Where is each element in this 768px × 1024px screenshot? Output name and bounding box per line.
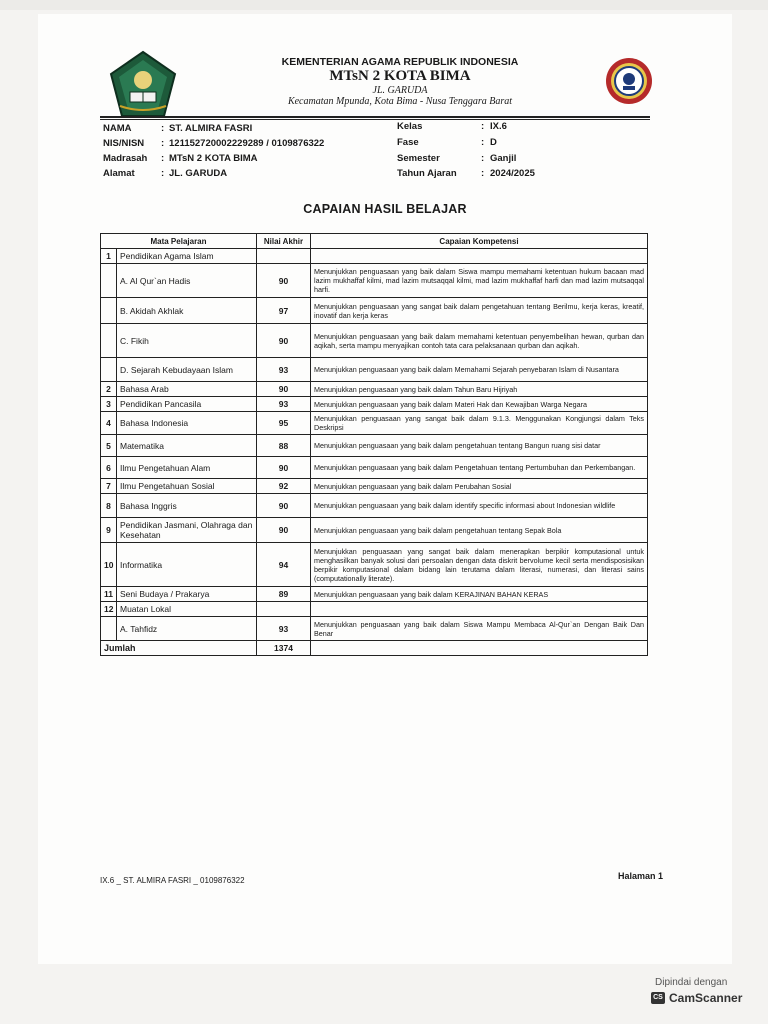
footer-student-id: IX.6 _ ST. ALMIRA FASRI _ 0109876322 (100, 876, 245, 885)
student-madrasah: MTsN 2 KOTA BIMA (169, 153, 258, 164)
final-score: 89 (257, 587, 311, 602)
header-rule-thick (100, 116, 650, 118)
competence-description: Menunjukkan penguasaan yang baik dalam Materi Hak dan Kewajiban Warga Negara (311, 397, 648, 412)
competence-description: Menunjukkan penguasaan yang baik dalam Memahami Sejarah penyebaran Islam di Nusantara (311, 358, 648, 382)
subject-name: A. Tahfidz (117, 617, 257, 641)
subject-name: Matematika (117, 435, 257, 457)
table-row (101, 457, 648, 479)
competence-description: Menunjukkan penguasaan yang baik dalam Pengetahuan tentang Pertumbuhan dan Perkembangan. (311, 457, 648, 479)
row-number: 6 (101, 457, 117, 479)
row-number: 1 (101, 249, 117, 264)
table-row (101, 249, 648, 264)
subject-name: C. Fikih (117, 324, 257, 358)
nisn-label: NIS/NISN (103, 138, 145, 149)
phase-label: Fase (397, 137, 419, 148)
table-row (101, 358, 648, 382)
table-row (101, 324, 648, 358)
competence-description: Menunjukkan penguasaan yang baik dalam identify specific informasi about Indonesian wildlife (311, 494, 648, 518)
section-title: CAPAIAN HASIL BELAJAR (303, 202, 467, 216)
scanner-caption: Dipindai dengan (655, 977, 728, 988)
competence-description (311, 602, 648, 617)
ministry-name: KEMENTERIAN AGAMA REPUBLIK INDONESIA (281, 56, 519, 68)
semester-value: Ganjil (490, 153, 517, 164)
colon: : (481, 137, 485, 148)
kemenag-emblem-icon (108, 50, 178, 120)
subject-name: Pendidikan Pancasila (117, 397, 257, 412)
final-score (257, 249, 311, 264)
school-name: MTsN 2 KOTA BIMA (329, 68, 471, 84)
colon: : (161, 168, 165, 179)
final-score: 90 (257, 324, 311, 358)
subject-name: Informatika (117, 543, 257, 587)
row-number: 10 (101, 543, 117, 587)
competence-description (311, 249, 648, 264)
colon: : (161, 123, 165, 134)
subject-name: Bahasa Arab (117, 382, 257, 397)
row-number (101, 264, 117, 298)
competence-description: Menunjukkan penguasaan yang baik dalam pengetahuan tentang Bangun ruang sisi datar (311, 435, 648, 457)
row-number: 9 (101, 518, 117, 543)
final-score: 93 (257, 358, 311, 382)
subject-name: D. Sejarah Kebudayaan Islam (117, 358, 257, 382)
academic-year-label: Tahun Ajaran (397, 168, 457, 179)
row-number: 11 (101, 587, 117, 602)
table-row (101, 543, 648, 587)
col-header-competence: Capaian Kompetensi (311, 234, 648, 249)
row-number: 3 (101, 397, 117, 412)
competence-description: Menunjukkan penguasaan yang baik dalam memahami ketentuan penyembelihan hewan, qurban dan aqikah, serta mampu menyajikan contoh tata cara pelaksanaan qurban dan aqikah. (311, 324, 648, 358)
total-label: Jumlah (101, 641, 257, 656)
scan-top-edge (0, 0, 768, 10)
row-number: 8 (101, 494, 117, 518)
scanner-watermark (645, 973, 755, 1013)
name-label: NAMA (103, 123, 132, 134)
subject-name: A. Al Qur`an Hadis (117, 264, 257, 298)
table-row (101, 617, 648, 641)
final-score: 97 (257, 298, 311, 324)
subject-name: Muatan Lokal (117, 602, 257, 617)
table-row (101, 397, 648, 412)
madrasah-label: Madrasah (103, 153, 148, 164)
academic-year-value: 2024/2025 (490, 168, 535, 179)
class-value: IX.6 (490, 121, 507, 132)
final-score: 94 (257, 543, 311, 587)
competence-description: Menunjukkan penguasaan yang sangat baik dalam 9.1.3. Menggunakan Kongjungsi dalam Teks Deskripsi (311, 412, 648, 435)
row-number (101, 358, 117, 382)
address-label: Alamat (103, 168, 135, 179)
table-row (101, 412, 648, 435)
final-score: 92 (257, 479, 311, 494)
colon: : (481, 121, 485, 132)
student-nisn: 121152720002229289 / 0109876322 (169, 138, 325, 149)
student-name: ST. ALMIRA FASRI (169, 123, 253, 134)
final-score: 90 (257, 382, 311, 397)
competence-description: Menunjukkan penguasaan yang sangat baik dalam pengetahuan tentang Berilmu, kerja keras, kreatif, inovatif dan kerja keras (311, 298, 648, 324)
colon: : (161, 153, 165, 164)
subject-name: Bahasa Inggris (117, 494, 257, 518)
page-number: Halaman 1 (618, 871, 664, 881)
table-header-row (101, 234, 648, 249)
subject-name: Seni Budaya / Prakarya (117, 587, 257, 602)
row-number: 2 (101, 382, 117, 397)
subject-name: Pendidikan Jasmani, Olahraga dan Kesehatan (117, 518, 257, 543)
final-score: 90 (257, 494, 311, 518)
table-row (101, 479, 648, 494)
row-number: 4 (101, 412, 117, 435)
colon: : (481, 168, 485, 179)
header-rule-thin (100, 119, 650, 120)
semester-label: Semester (397, 153, 440, 164)
final-score (257, 602, 311, 617)
school-address: Kecamatan Mpunda, Kota Bima - Nusa Tenggara Barat (287, 96, 513, 107)
subject-name: B. Akidah Akhlak (117, 298, 257, 324)
final-score: 90 (257, 264, 311, 298)
competence-description: Menunjukkan penguasaan yang baik dalam Perubahan Sosial (311, 479, 648, 494)
subject-name: Bahasa Indonesia (117, 412, 257, 435)
class-label: Kelas (397, 121, 423, 132)
phase-value: D (490, 137, 497, 148)
grades-table (100, 233, 648, 656)
table-row (101, 494, 648, 518)
final-score: 90 (257, 457, 311, 479)
subject-name: Ilmu Pengetahuan Alam (117, 457, 257, 479)
scanner-brand: CamScanner (669, 991, 743, 1005)
final-score: 93 (257, 617, 311, 641)
subject-name: Pendidikan Agama Islam (117, 249, 257, 264)
row-number: 7 (101, 479, 117, 494)
competence-description: Menunjukkan penguasaan yang baik dalam KERAJINAN BAHAN KERAS (311, 587, 648, 602)
row-number: 5 (101, 435, 117, 457)
colon: : (481, 153, 485, 164)
colon: : (161, 138, 165, 149)
col-header-subject: Mata Pelajaran (101, 234, 257, 249)
final-score: 95 (257, 412, 311, 435)
competence-description: Menunjukkan penguasaan yang baik dalam Tahun Baru Hijriyah (311, 382, 648, 397)
school-street: JL. GARUDA (372, 85, 428, 96)
final-score: 90 (257, 518, 311, 543)
school-emblem-icon (604, 56, 654, 106)
competence-description: Menunjukkan penguasaan yang baik dalam Siswa Mampu Membaca Al-Qur`an Dengan Baik Dan Benar (311, 617, 648, 641)
student-address: JL. GARUDA (169, 168, 228, 179)
competence-description: Menunjukkan penguasaan yang sangat baik dalam menerapkan berpikir komputasional untuk menghasilkan banyak solusi dari persoalan dengan data diskrit bervolume kecil serta mendisposisikan berpikir komputasional dalam bidang lain terutama dalam literasi, numerasi, dan literasi sains (computationally literate). (311, 543, 648, 587)
grades-table-body (101, 249, 648, 641)
final-score: 88 (257, 435, 311, 457)
row-number (101, 324, 117, 358)
table-row (101, 382, 648, 397)
table-row (101, 518, 648, 543)
final-score: 93 (257, 397, 311, 412)
row-number: 12 (101, 602, 117, 617)
table-row (101, 264, 648, 298)
camscanner-logo-icon: CS (651, 992, 665, 1004)
competence-description: Menunjukkan penguasaan yang baik dalam Siswa mampu memahami ketentuan hukum bacaan mad lazim mukhaffaf kilmi, mad lazim mutsaqqal kilmi, mad lazim mukhaffaf harfi dan mad lazim mutsaqqal harfi. (311, 264, 648, 298)
competence-description: Menunjukkan penguasaan yang baik dalam pengetahuan tentang Sepak Bola (311, 518, 648, 543)
table-row (101, 587, 648, 602)
col-header-score: Nilai Akhir (257, 234, 311, 249)
total-score: 1374 (257, 641, 311, 656)
total-empty-cell (311, 641, 648, 656)
row-number (101, 617, 117, 641)
row-number (101, 298, 117, 324)
table-row (101, 435, 648, 457)
total-row (101, 641, 648, 656)
table-row (101, 298, 648, 324)
table-row (101, 602, 648, 617)
subject-name: Ilmu Pengetahuan Sosial (117, 479, 257, 494)
